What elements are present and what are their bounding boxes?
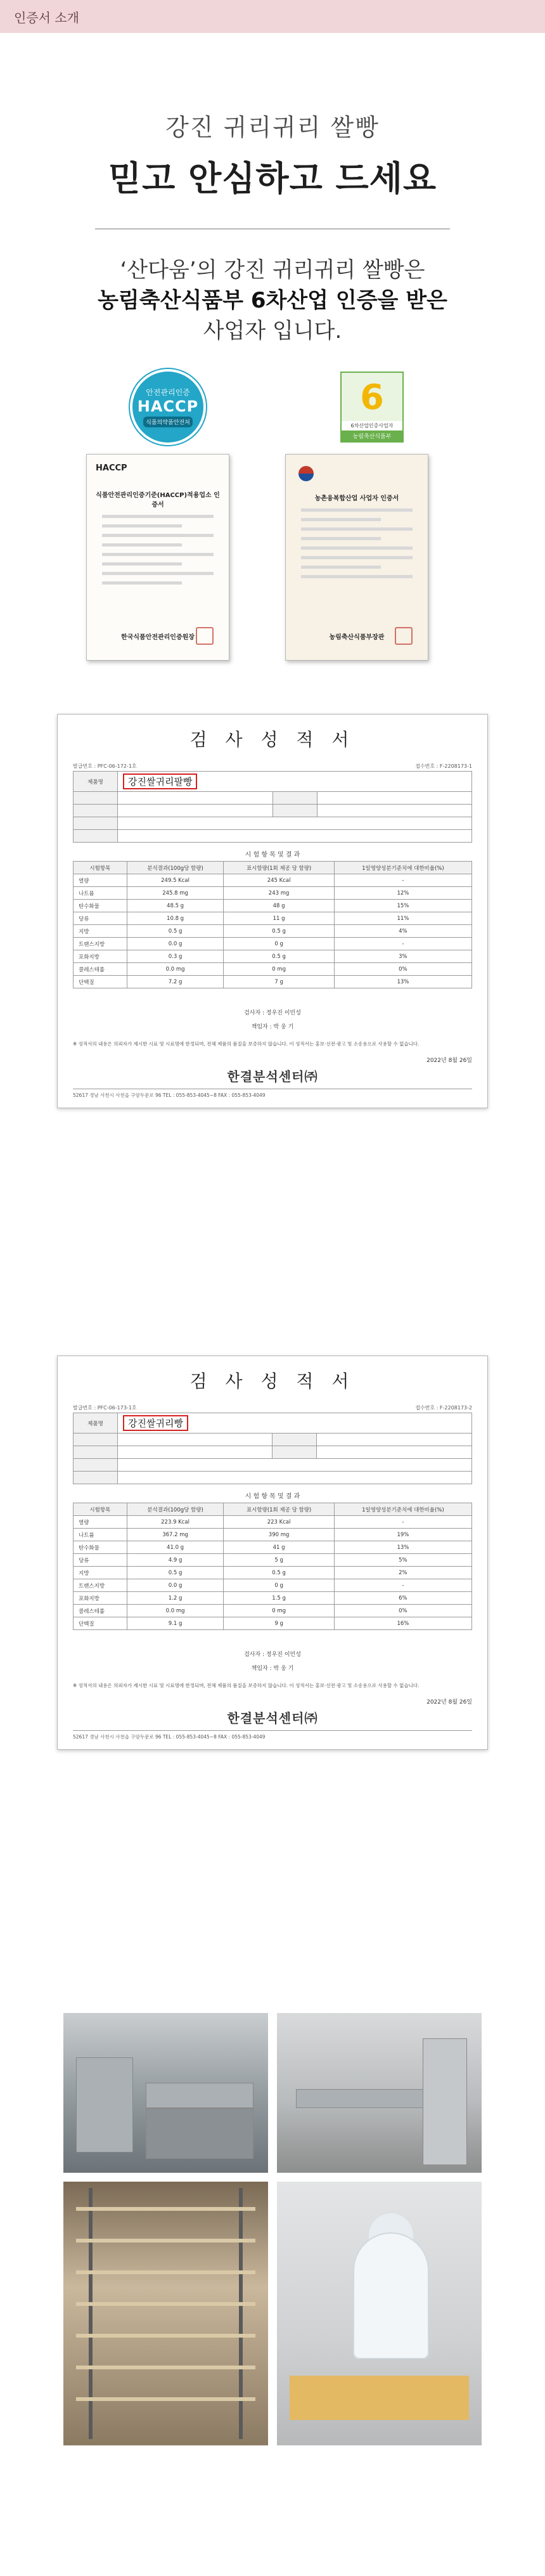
taeguk-emblem-icon	[298, 466, 314, 481]
hero-subtitle: 강진 귀리귀리 쌀빵	[165, 113, 380, 141]
table-row: 열량 249.5 Kcal 245 Kcal -	[74, 874, 472, 887]
hero	[0, 33, 545, 346]
test-report-2: 검 사 성 적 서 발급번호 : PFC-06-173-1호 접수번호 : F-2208173-2 제품명 강진쌀귀리빵 시 험 항 목 및 결 과 시험항목 분석결과(100g당 함량) 표시함량(1회 제공 당 함량) 1일영양성분기준치에 대한비율(%) 열량 223.9 Kcal 223 Kcal - 나트륨 367.2 mg 390 mg 19% 탄수화물 41.0 g 41 g 13% 당류 4.9 g 5 g 5% 지방 0.5 g 0.5 g 2% 트랜스지방 0.0 g 0 g - 포화지방 1.2 g 1.5 g 6% 콜레스테롤 0.0 mg 0 mg 0% 단백질 9.1 g 9 g 16% 검사자 : 정우진 이민성 책임자 : 박 웅 기 ※ 성적서의 내용은 의뢰자가 제시한 시료 및 시료명에 한정되며, 전체 제품의 품질을 보증하지 않습니다. 이 성적서는 홍보·선전·광고 및 소송용으로 사용할 수 없습니다. 2022년 8월 26일 한결분석센터㈜ 52617 경남 사천시 사천읍 구암두문로 96 TEL : 055-853-4045~8 FAX : 055-853-4049	[57, 1356, 488, 1750]
desc-line-3: 사업자 입니다.	[203, 318, 342, 344]
report-header-table: 제품명 강진쌀귀리빵	[73, 1413, 472, 1484]
top-bar	[0, 0, 545, 33]
table-row: 탄수화물 48.5 g 48 g 15%	[74, 900, 472, 912]
table-row: 단백질 7.2 g 7 g 13%	[74, 976, 472, 988]
workroom-photo	[277, 2013, 482, 2173]
hero-description	[0, 255, 545, 346]
baker-working-photo	[277, 2182, 482, 2445]
facility-photos	[63, 2013, 482, 2445]
seal-icon	[196, 627, 214, 645]
six-industry-badge-icon: 6 6차산업인증사업자 농림축산식품부	[340, 372, 404, 443]
results-table: 시험항목 분석결과(100g당 함량) 표시함량(1회 제공 당 함량) 1일영양성분기준치에 대한비율(%) 열량 223.9 Kcal 223 Kcal - 나트륨 367.2 mg 390 mg 19% 탄수화물 41.0 g 41 g 13% 당류 4.9 g 5 g 5% 지방 0.5 g 0.5 g 2% 트랜스지방 0.0 g 0 g - 포화지방 1.2 g 1.5 g 6% 콜레스테롤 0.0 mg 0 mg 0% 단백질 9.1 g 9 g 16%	[73, 1503, 472, 1630]
table-row: 지방 0.5 g 0.5 g 2%	[74, 1567, 472, 1579]
test-report-1: 검 사 성 적 서 발급번호 : PFC-06-172-1호 접수번호 : F-2208173-1 제품명 강진쌀귀리팔빵 시 험 항 목 및 결 과 시험항목 분석결과(100g당 함량) 표시함량(1회 제공 당 함량) 1일영양성분기준치에 대한비율(%) 열량 249.5 Kcal 245 Kcal - 나트륨 245.8 mg 243 mg 12% 탄수화물 48.5 g 48 g 15% 당류 10.8 g 11 g 11% 지방 0.5 g 0.5 g 4% 트랜스지방 0.0 g 0 g - 포화지방 0.3 g 0.5 g 3% 콜레스테롤 0.0 mg 0 mg 0% 단백질 7.2 g 7 g 13% 검사자 : 정우진 이민성 책임자 : 박 웅 기 ※ 성적서의 내용은 의뢰자가 제시한 시료 및 시료명에 한정되며, 전체 제품의 품질을 보증하지 않습니다. 이 성적서는 홍보·선전·광고 및 소송용으로 사용할 수 없습니다. 2022년 8월 26일 한결분석센터㈜ 52617 경남 사천시 사천읍 구암두문로 96 TEL : 055-853-4045~8 FAX : 055-853-4049	[57, 714, 488, 1108]
results-table: 시험항목 분석결과(100g당 함량) 표시함량(1회 제공 당 함량) 1일영양성분기준치에 대한비율(%) 열량 249.5 Kcal 245 Kcal - 나트륨 245.8 mg 243 mg 12% 탄수화물 48.5 g 48 g 15% 당류 10.8 g 11 g 11% 지방 0.5 g 0.5 g 4% 트랜스지방 0.0 g 0 g - 포화지방 0.3 g 0.5 g 3% 콜레스테롤 0.0 mg 0 mg 0% 단백질 7.2 g 7 g 13%	[73, 861, 472, 988]
certificates	[0, 372, 545, 670]
desc-line-2: 농림축산식품부 6차산업 인증을 받은	[98, 288, 447, 313]
haccp-badge-icon: 안전관리인증 HACCP 식품의약품안전처	[132, 372, 203, 443]
product-name-highlight: 강진쌀귀리빵	[123, 1415, 188, 1431]
section-label: 인증서 소개	[14, 10, 79, 25]
table-row: 열량 223.9 Kcal 223 Kcal -	[74, 1516, 472, 1529]
table-row: 단백질 9.1 g 9 g 16%	[74, 1617, 472, 1630]
table-row: 당류 10.8 g 11 g 11%	[74, 912, 472, 925]
seal-icon	[395, 627, 413, 645]
table-row: 콜레스테롤 0.0 mg 0 mg 0%	[74, 963, 472, 976]
table-row: 콜레스테롤 0.0 mg 0 mg 0%	[74, 1605, 472, 1617]
table-row: 포화지방 1.2 g 1.5 g 6%	[74, 1592, 472, 1605]
kitchen-photo	[63, 2013, 268, 2173]
bread-rack-photo	[63, 2182, 268, 2445]
table-row: 탄수화물 41.0 g 41 g 13%	[74, 1541, 472, 1554]
table-row: 나트륨 245.8 mg 243 mg 12%	[74, 887, 472, 900]
desc-line-1: ‘산다움’의 강진 귀리귀리 쌀빵은	[120, 257, 425, 283]
report-header-table: 제품명 강진쌀귀리팔빵	[73, 771, 472, 843]
table-row: 트랜스지방 0.0 g 0 g -	[74, 1579, 472, 1592]
table-row: 지방 0.5 g 0.5 g 4%	[74, 925, 472, 938]
table-row: 포화지방 0.3 g 0.5 g 3%	[74, 950, 472, 963]
table-row: 나트륨 367.2 mg 390 mg 19%	[74, 1529, 472, 1541]
table-row: 트랜스지방 0.0 g 0 g -	[74, 938, 472, 950]
hero-title: 믿고 안심하고 드세요	[108, 159, 437, 198]
lab-name: 한결분석센터㈜	[227, 1069, 318, 1084]
table-row: 당류 4.9 g 5 g 5%	[74, 1554, 472, 1567]
lab-name: 한결분석센터㈜	[227, 1711, 318, 1726]
six-industry-certificate: 농촌융복합산업 사업자 인증서 농림축산식품부장관	[285, 454, 428, 661]
divider	[95, 228, 450, 230]
product-name-highlight: 강진쌀귀리팔빵	[123, 773, 197, 789]
haccp-certificate: HACCP 식품안전관리인증기준(HACCP)적용업소 인증서 한국식품안전관리인증원장	[86, 454, 229, 661]
